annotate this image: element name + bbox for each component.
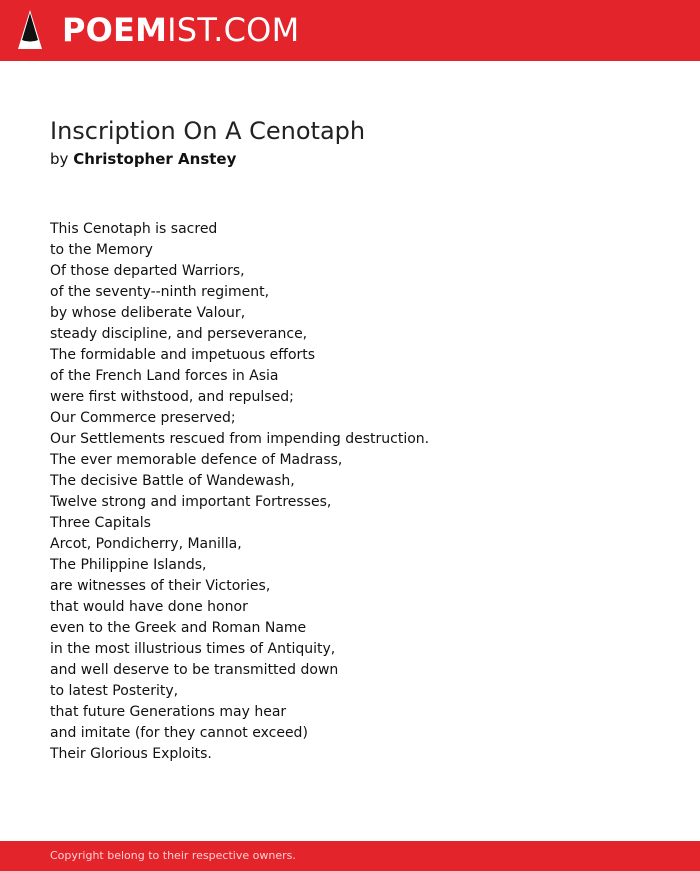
poem-line: The decisive Battle of Wandewash,	[50, 473, 295, 489]
brand-name-bold: POEM	[62, 11, 168, 49]
poem-line: that future Generations may hear	[50, 704, 287, 720]
site-footer	[0, 841, 700, 871]
poem-title: Inscription On A Cenotaph	[50, 117, 366, 145]
poem-line: are witnesses of their Victories,	[50, 578, 271, 594]
poem-line: that would have done honor	[50, 599, 248, 615]
poem-line: The formidable and impetuous efforts	[50, 347, 316, 363]
poem-line: and well deserve to be transmitted down	[50, 662, 339, 678]
poem-line: Twelve strong and important Fortresses,	[50, 494, 332, 510]
poem-line: This Cenotaph is sacred	[50, 221, 218, 237]
poem-line: of the French Land forces in Asia	[50, 368, 279, 384]
brand-name-light: IST.COM	[167, 11, 300, 49]
by-label: by	[50, 150, 69, 168]
poem-line: The Philippine Islands,	[50, 557, 207, 573]
poem-line: of the seventy--ninth regiment,	[50, 284, 270, 300]
poem-body	[50, 219, 650, 765]
author-name: Christopher Anstey	[73, 150, 237, 168]
poem-line: Their Glorious Exploits.	[50, 746, 212, 762]
poem-line: Our Settlements rescued from impending destruction.	[50, 431, 430, 447]
poem-line: steady discipline, and perseverance,	[50, 326, 308, 342]
poem-line: Of those departed Warriors,	[50, 263, 245, 279]
poem-line: even to the Greek and Roman Name	[50, 620, 307, 636]
poem-line: were first withstood, and repulsed;	[50, 389, 294, 405]
copyright-notice: Copyright belong to their respective owners.	[50, 849, 296, 862]
poem-line: and imitate (for they cannot exceed)	[50, 725, 308, 741]
poem-line: by whose deliberate Valour,	[50, 305, 246, 321]
poem-line: Three Capitals	[50, 515, 151, 531]
poem-line: to latest Posterity,	[50, 683, 179, 699]
site-logo[interactable]	[62, 11, 299, 49]
poem-byline	[50, 149, 236, 169]
poem-line: in the most illustrious times of Antiquity,	[50, 641, 336, 657]
poem-line: to the Memory	[50, 242, 153, 258]
poem-line: Arcot, Pondicherry, Manilla,	[50, 536, 242, 552]
pen-nib-icon[interactable]	[17, 9, 43, 51]
poem-line: Our Commerce preserved;	[50, 410, 236, 426]
poem-line: The ever memorable defence of Madrass,	[50, 452, 343, 468]
site-header	[0, 0, 700, 61]
